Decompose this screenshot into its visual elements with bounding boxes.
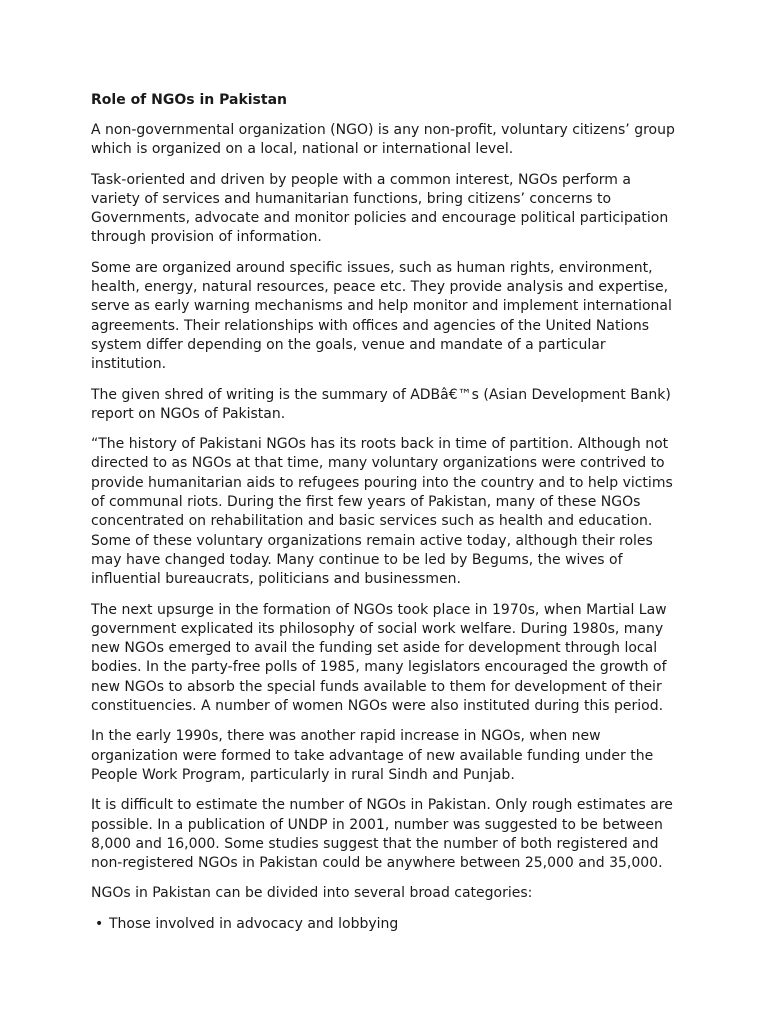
paragraph-adb-summary: The given shred of writing is the summary of ADBâ€™s (Asian Development Bank) report on NGOs of Pakistan.	[91, 386, 671, 422]
paragraph-ngo-functions: Task-oriented and driven by people with a common interest, NGOs perform a variety of services and humanitarian functions, bring citizens’ concerns to Governments, advocate and monitor policies and encourage political participation through provision of information.	[91, 171, 669, 246]
paragraph-early-1990s: In the early 1990s, there was another rapid increase in NGOs, when new organization were formed to take advantage of new available funding under the People Work Program, particularly in rural Sindh and Punjab.	[91, 728, 654, 783]
list-item	[91, 915, 681, 934]
document-title: Role of NGOs in Pakistan	[91, 92, 287, 108]
categories-list	[91, 915, 681, 934]
paragraph-categories-intro: NGOs in Pakistan can be divided into several broad categories:	[91, 885, 533, 902]
paragraph-ngo-definition: A non-governmental organization (NGO) is any non-profit, voluntary citizens’ group which is organized on a local, national or international level.	[91, 122, 675, 158]
paragraph-next-upsurge: The next upsurge in the formation of NGOs took place in 1970s, when Martial Law government explicated its philosophy of social work welfare. During 1980s, many new NGOs emerged to avail the funding set aside for development through local bodies. In the party-free polls of 1985, many legislators encouraged the growth of new NGOs to absorb the special funds available to them for development of their constituencies. A number of women NGOs were also instituted during this period.	[91, 601, 667, 715]
bullet-icon: •	[95, 915, 104, 932]
list-item-text: Those involved in advocacy and lobbying	[109, 915, 399, 932]
document-body	[91, 91, 681, 934]
paragraph-number-estimate: It is difficult to estimate the number of NGOs in Pakistan. Only rough estimates are possible. In a publication of UNDP in 2001, number was suggested to be between 8,000 and 16,000. Some studies suggest that the number of both registered and non-registered NGOs in Pakistan could be anywhere between 25,000 and 35,000.	[91, 797, 673, 872]
paragraph-history: “The history of Pakistani NGOs has its roots back in time of partition. Although not directed to as NGOs at that time, many voluntary organizations were contrived to provide humanitarian aids to refugees pouring into the country and to help victims of communal riots. During the first few years of Pakistan, many of these NGOs concentrated on rehabilitation and basic services such as health and education. Some of these voluntary organizations remain active today, although their roles may have changed today. Many continue to be led by Begums, the wives of influential bureaucrats, politicians and businessmen.	[91, 436, 673, 588]
paragraph-specific-issues: Some are organized around specific issues, such as human rights, environment, health, energy, natural resources, peace etc. They provide analysis and expertise, serve as early warning mechanisms and help monitor and implement international agreements. Their relationships with offices and agencies of the United Nations system differ depending on the goals, venue and mandate of a particular institution.	[91, 259, 672, 373]
